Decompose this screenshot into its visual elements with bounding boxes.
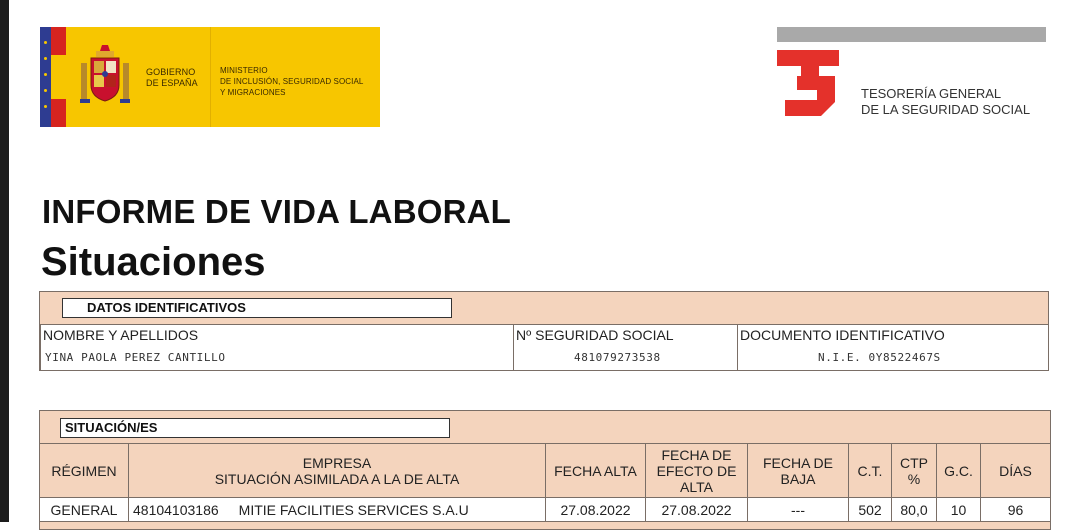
- col-fecha-alta-header: FECHA ALTA: [545, 443, 646, 498]
- row-empresa: [128, 497, 546, 522]
- left-edge-shadow: [0, 0, 9, 522]
- nss-cell: [513, 324, 738, 371]
- row-dias: 96: [980, 497, 1051, 522]
- row-regimen: GENERAL: [39, 497, 129, 522]
- documento-label: DOCUMENTO IDENTIFICATIVO: [740, 327, 945, 343]
- col-empresa-header: EMPRESA SITUACIÓN ASIMILADA A LA DE ALTA: [128, 443, 546, 498]
- gobierno-text: GOBIERNO DE ESPAÑA: [146, 67, 198, 88]
- row-fecha-baja: ---: [747, 497, 849, 522]
- ministerio-text: MINISTERIO DE INCLUSIÓN, SEGURIDAD SOCIAL Y MIGRACIONES: [220, 66, 364, 97]
- coat-of-arms-icon: [78, 41, 132, 111]
- report-subtitle: Situaciones: [41, 240, 266, 284]
- gobierno-espana-logo: [40, 27, 380, 127]
- tgss-gray-bar: [777, 27, 1046, 42]
- nss-value: 481079273538: [574, 351, 661, 364]
- col-ctp-header: CTP %: [891, 443, 937, 498]
- col-regimen-header: RÉGIMEN: [39, 443, 129, 498]
- col-gc-header: G.C.: [936, 443, 981, 498]
- nombre-cell: [40, 324, 514, 371]
- report-title: INFORME DE VIDA LABORAL: [42, 193, 512, 230]
- nombre-value: YINA PAOLA PEREZ CANTILLO: [45, 351, 226, 364]
- datos-section-label: DATOS IDENTIFICATIVOS: [62, 298, 452, 318]
- row-fecha-alta: 27.08.2022: [545, 497, 646, 522]
- tgss-logo-icon: [777, 50, 839, 116]
- col-fecha-efecto-header: FECHA DE EFECTO DE ALTA: [645, 443, 748, 498]
- row-ccc: 48104103186: [133, 501, 219, 518]
- tgss-text: TESORERÍA GENERAL DE LA SEGURIDAD SOCIAL: [861, 86, 1031, 117]
- col-dias-header: DÍAS: [980, 443, 1051, 498]
- flag-bar: [40, 27, 66, 127]
- col-fecha-baja-header: FECHA DE BAJA: [747, 443, 849, 498]
- row-ctp: 80,0: [891, 497, 937, 522]
- nombre-label: NOMBRE Y APELLIDOS: [43, 327, 199, 343]
- situaciones-section-label: SITUACIÓN/ES: [60, 418, 450, 438]
- row-empresa-name: MITIE FACILITIES SERVICES S.A.U: [238, 501, 469, 518]
- row-ct: 502: [848, 497, 892, 522]
- nss-label: Nº SEGURIDAD SOCIAL: [516, 327, 674, 343]
- row-fecha-efecto: 27.08.2022: [645, 497, 748, 522]
- col-ct-header: C.T.: [848, 443, 892, 498]
- documento-value: N.I.E. 0Y8522467S: [818, 351, 941, 364]
- row-gc: 10: [936, 497, 981, 522]
- documento-cell: [737, 324, 1049, 371]
- datos-identificativos-section: [39, 291, 1049, 371]
